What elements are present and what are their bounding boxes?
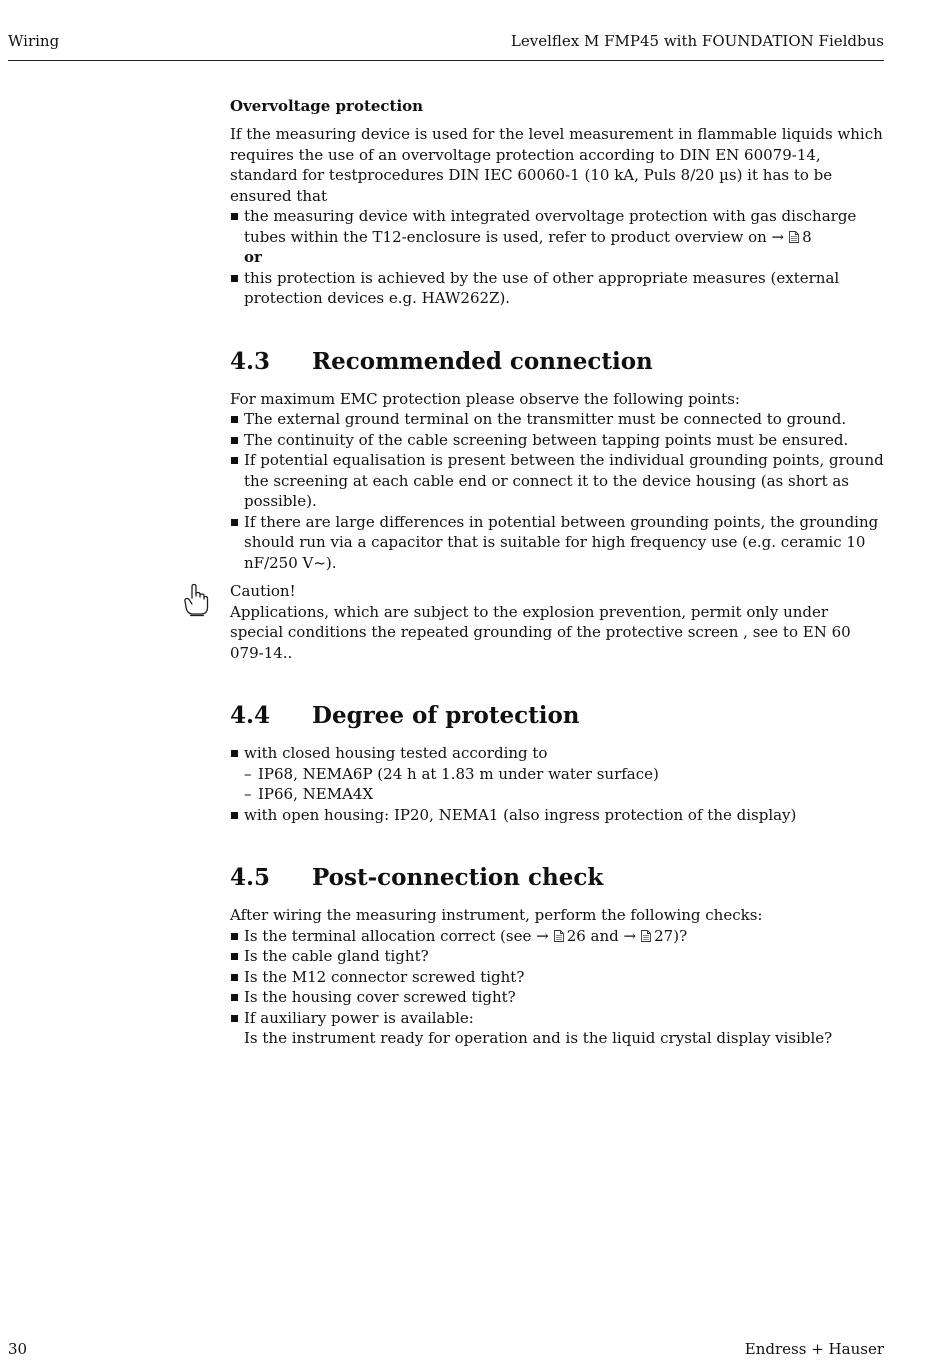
section-title: Post-connection check	[312, 864, 604, 891]
main-content	[230, 96, 885, 1049]
overvoltage-section	[230, 96, 885, 309]
page-ref-text: 26 and	[566, 926, 619, 945]
header-document-title: Levelflex M FMP45 with FOUNDATION Fieldbus	[510, 32, 884, 50]
section-intro: After wiring the measuring instrument, perform the following checks:	[230, 906, 763, 924]
emc-bullets	[230, 409, 885, 573]
section-heading	[230, 347, 885, 377]
overvoltage-bullet-1-text: the measuring device with integrated overvoltage protection with gas discharge tubes within the T12-enclosure is used, refer to product overview on	[244, 207, 857, 246]
arrow-icon: →	[623, 926, 637, 945]
list-item-text: with closed housing tested according to	[244, 744, 548, 762]
check-text: Is the instrument ready for operation and is the liquid crystal display visible?	[244, 1029, 833, 1047]
page-ref-number: 8	[802, 227, 812, 246]
section-number: 4.5	[230, 864, 271, 891]
or-label: or	[244, 248, 262, 266]
caution-note	[230, 581, 885, 663]
arrow-icon: →	[536, 926, 549, 945]
list-item	[230, 926, 885, 947]
page-reference-icon	[641, 930, 651, 942]
list-item: Is the housing cover screwed tight?	[230, 987, 885, 1008]
page-reference-icon	[554, 930, 564, 942]
check-text: Is the terminal allocation correct (see	[244, 926, 532, 945]
sublist-item: – IP68, NEMA6P (24 h at 1.83 m under water surface)	[244, 764, 885, 785]
page-reference-icon	[789, 231, 799, 243]
list-item: this protection is achieved by the use of other appropriate measures (external protection devices e.g. HAW262Z).	[230, 268, 885, 309]
list-item: with open housing: IP20, NEMA1 (also ingress protection of the display)	[230, 805, 885, 826]
footer-company: Endress + Hauser	[744, 1340, 884, 1358]
sublist-item: – IP66, NEMA4X	[244, 784, 885, 805]
section-intro: For maximum EMC protection please observe the following points:	[230, 389, 740, 408]
list-item: If there are large differences in potential between grounding points, the grounding should run via a capacitor that is suitable for high frequency use (e.g. ceramic 10 nF/250 V~).	[230, 512, 885, 574]
list-item: Is the M12 connector screwed tight?	[230, 967, 885, 988]
overvoltage-intro: If the measuring device is used for the level measurement in flammable liquids which requires the use of an overvoltage protection according to DIN EN 60079-14, standard for testprocedures DIN IEC 60060-1 (10 kA, Puls 8/20 µs) it has to be ensured that	[230, 125, 883, 205]
list-item: If potential equalisation is present between the individual grounding points, ground the screening at each cable end or connect it to the device housing (as short as possible).	[230, 450, 885, 512]
check-bullets	[230, 926, 885, 1049]
overvoltage-bullets-2	[230, 268, 885, 309]
list-item	[230, 206, 885, 247]
section-post-connection-check	[230, 863, 885, 1049]
page-header	[8, 30, 884, 61]
list-item: The external ground terminal on the transmitter must be connected to ground.	[230, 409, 885, 430]
section-title: Degree of protection	[312, 702, 580, 729]
caution-title: Caution!	[230, 582, 296, 600]
list-item: The continuity of the cable screening between tapping points must be ensured.	[230, 430, 885, 451]
overvoltage-heading: Overvoltage protection	[230, 97, 424, 115]
check-text: If auxiliary power is available:	[244, 1008, 474, 1027]
protection-sublist	[244, 764, 885, 805]
arrow-icon: →	[771, 227, 785, 246]
caution-text: Applications, which are subject to the explosion prevention, permit only under special conditions the repeated grounding of the protective screen , see to EN 60 079-14..	[230, 602, 851, 662]
page-number: 30	[8, 1340, 28, 1358]
section-title: Recommended connection	[312, 347, 653, 375]
section-degree-of-protection	[230, 701, 885, 825]
page-ref-text: 27)?	[654, 926, 688, 945]
list-item	[230, 743, 885, 805]
protection-bullets	[230, 743, 885, 825]
section-heading	[230, 863, 885, 893]
list-item	[230, 1008, 885, 1049]
list-item: Is the cable gland tight?	[230, 946, 885, 967]
overvoltage-bullets	[230, 206, 885, 247]
section-recommended-connection	[230, 347, 885, 664]
section-heading	[230, 701, 885, 731]
pointing-hand-icon	[183, 583, 209, 617]
section-number: 4.3	[230, 347, 271, 375]
header-chapter: Wiring	[8, 32, 60, 50]
section-number: 4.4	[230, 702, 271, 729]
